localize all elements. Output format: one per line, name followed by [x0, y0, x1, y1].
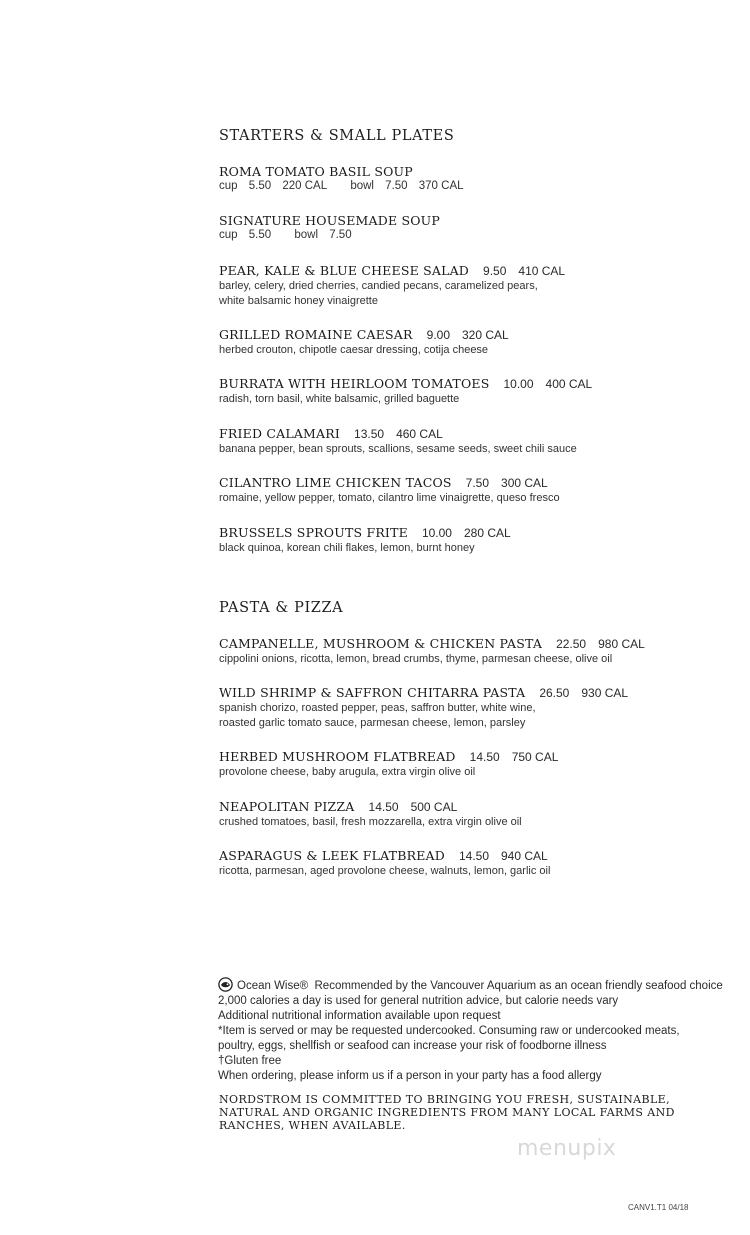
item-description: white balsamic honey vinaigrette — [219, 295, 378, 307]
ocean-wise-note — [218, 977, 723, 994]
item-calories: 500 CAL — [410, 800, 458, 814]
item-name: ASPARAGUS & LEEK FLATBREAD — [219, 848, 445, 863]
item-price: 22.50 — [556, 637, 587, 651]
gluten-free-note: †Gluten free — [218, 1055, 282, 1067]
item-description: spanish chorizo, roasted pepper, peas, saffron butter, white wine, — [219, 702, 536, 714]
item-calories: 930 CAL — [581, 686, 629, 700]
size-cal: 370 CAL — [418, 180, 464, 192]
menu-item-signature-housemade-soup — [219, 213, 719, 243]
item-sizes — [219, 228, 719, 243]
item-name: PEAR, KALE & BLUE CHEESE SALAD — [219, 263, 470, 278]
item-calories: 410 CAL — [518, 264, 566, 278]
size-price: 5.50 — [248, 229, 272, 241]
size-label: bowl — [294, 229, 318, 241]
menu-item-burrata — [219, 376, 719, 407]
item-description: romaine, yellow pepper, tomato, cilantro lime vinaigrette, queso fresco — [219, 492, 560, 504]
item-price: 14.50 — [368, 800, 399, 814]
starters-section-title: STARTERS & SMALL PLATES — [219, 128, 455, 144]
size-label: cup — [219, 229, 238, 241]
menu-item-cilantro-lime-tacos — [219, 475, 719, 506]
item-calories: 980 CAL — [598, 637, 645, 651]
item-calories: 280 CAL — [463, 526, 511, 540]
ocean-wise-fish-icon — [218, 977, 233, 992]
item-description: roasted garlic tomato sauce, parmesan cheese, lemon, parsley — [219, 717, 526, 729]
item-name: BURRATA WITH HEIRLOOM TOMATOES — [219, 376, 490, 391]
item-calories: 940 CAL — [501, 849, 548, 863]
size-price: 5.50 — [248, 180, 272, 192]
item-name: CAMPANELLE, MUSHROOM & CHICKEN PASTA — [219, 636, 543, 651]
menu-item-asparagus-leek-flatbread — [219, 848, 719, 879]
item-price: 7.50 — [465, 476, 490, 490]
item-name: CILANTRO LIME CHICKEN TACOS — [219, 475, 452, 490]
size-price: 7.50 — [385, 180, 408, 192]
footer-notes — [218, 977, 723, 1084]
item-calories: 460 CAL — [396, 427, 443, 441]
item-description: radish, torn basil, white balsamic, grilled baguette — [219, 393, 460, 405]
undercooked-note: *Item is served or may be requested undercooked. Consuming raw or undercooked meats, poultry, eggs, shellfish or seafood can increase your risk of foodborne illness — [218, 1025, 680, 1052]
menu-item-fried-calamari — [219, 426, 719, 457]
pasta-section-title: PASTA & PIZZA — [219, 600, 344, 616]
item-description: barley, celery, dried cherries, candied pecans, caramelized pears, — [219, 280, 538, 292]
item-price: 9.50 — [483, 264, 507, 278]
item-name: HERBED MUSHROOM FLATBREAD — [219, 749, 456, 764]
item-price: 14.50 — [469, 750, 500, 764]
menu-item-pear-kale-salad — [219, 263, 719, 309]
ocean-wise-text: Recommended by the Vancouver Aquarium as an ocean friendly seafood choice — [314, 980, 723, 992]
item-price: 13.50 — [354, 427, 385, 441]
item-description: black quinoa, korean chili flakes, lemon, burnt honey — [219, 542, 475, 554]
item-calories: 300 CAL — [501, 476, 548, 490]
item-description: ricotta, parmesan, aged provolone cheese, walnuts, lemon, garlic oil — [219, 865, 551, 877]
size-cal: 220 CAL — [282, 180, 328, 192]
item-description: banana pepper, bean sprouts, scallions, sesame seeds, sweet chili sauce — [219, 443, 577, 455]
item-name: NEAPOLITAN PIZZA — [219, 799, 355, 814]
item-name: GRILLED ROMAINE CAESAR — [219, 327, 413, 342]
item-name: SIGNATURE HOUSEMADE SOUP — [219, 213, 441, 228]
allergy-note: When ordering, please inform us if a person in your party has a food allergy — [218, 1070, 602, 1082]
item-name: WILD SHRIMP & SAFFRON CHITARRA PASTA — [219, 685, 526, 700]
item-description: provolone cheese, baby arugula, extra virgin olive oil — [219, 766, 476, 778]
size-price: 7.50 — [329, 229, 352, 241]
calories-note: 2,000 calories a day is used for general nutrition advice, but calorie needs vary — [218, 995, 619, 1007]
menu-item-neapolitan-pizza — [219, 799, 719, 830]
item-sizes — [219, 179, 719, 194]
item-name: ROMA TOMATO BASIL SOUP — [219, 164, 413, 179]
ocean-wise-label: Ocean Wise® — [237, 980, 309, 992]
item-price: 10.00 — [421, 526, 452, 540]
menu-item-grilled-romaine-caesar — [219, 327, 719, 358]
menu-item-herbed-mushroom-flatbread — [219, 749, 719, 780]
item-description: cippolini onions, ricotta, lemon, bread crumbs, thyme, parmesan cheese, olive oil — [219, 653, 613, 665]
commitment-statement: NORDSTROM IS COMMITTED TO BRINGING YOU FRESH, SUSTAINABLE, NATURAL AND ORGANIC INGREDIENTS FROM MANY LOCAL FARMS AND RANCHES, WHEN AVAILABLE. — [219, 1093, 675, 1132]
item-price: 26.50 — [539, 686, 570, 700]
menu-item-campanelle-pasta — [219, 636, 719, 667]
item-price: 10.00 — [503, 377, 534, 391]
menu-item-brussels-sprouts — [219, 525, 719, 556]
nutrition-note: Additional nutritional information available upon request — [218, 1010, 501, 1022]
item-calories: 320 CAL — [462, 328, 509, 342]
watermark: menupix — [517, 1136, 617, 1161]
item-calories: 750 CAL — [511, 750, 559, 764]
menu-code: CANV1.T1 04/18 — [628, 1203, 689, 1212]
item-name: BRUSSELS SPROUTS FRITE — [219, 525, 408, 540]
item-description: crushed tomatoes, basil, fresh mozzarella, extra virgin olive oil — [219, 816, 522, 828]
size-label: bowl — [350, 180, 374, 192]
menu-item-wild-shrimp-pasta — [219, 685, 719, 731]
size-label: cup — [219, 180, 238, 192]
item-description: herbed crouton, chipotle caesar dressing, cotija cheese — [219, 344, 489, 356]
item-calories: 400 CAL — [545, 377, 593, 391]
item-price: 9.00 — [426, 328, 450, 342]
item-price: 14.50 — [458, 849, 489, 863]
menu-item-roma-tomato-basil-soup — [219, 164, 719, 194]
item-name: FRIED CALAMARI — [219, 426, 341, 441]
